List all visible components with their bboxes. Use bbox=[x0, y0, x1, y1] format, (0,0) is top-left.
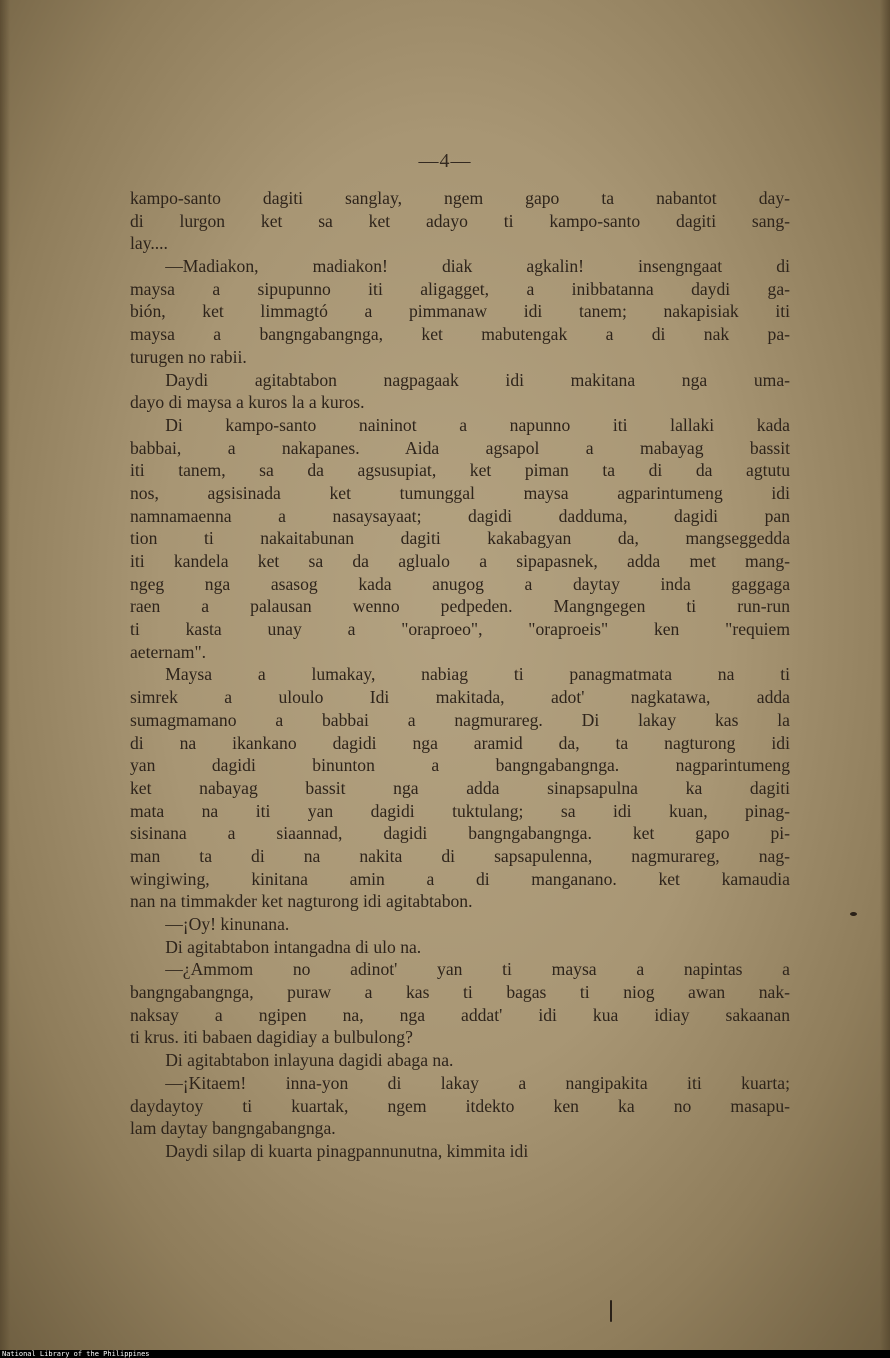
text-line: turugen no rabii. bbox=[130, 346, 247, 367]
text-line: nos, agsisinada ket tumunggal maysa agparintumeng idi bbox=[130, 482, 790, 503]
text-line: kampo-santo dagiti sanglay, ngem gapo ta nabantot day- bbox=[130, 188, 790, 208]
text-line: tion ti nakaitabunan dagiti kakabagyan da, mangseggedda bbox=[130, 528, 790, 549]
text-line: ngeg nga asasog kada anugog a daytay inda gaggaga bbox=[130, 573, 790, 594]
text-line: bangngabangnga, puraw a kas ti bagas ti niog awan nak- bbox=[130, 982, 790, 1003]
text-line: ti kasta unay a "oraproeo", "oraproeis" ken "requiem bbox=[130, 619, 790, 640]
text-line: lay.... bbox=[130, 233, 168, 254]
text-line: iti kandela ket sa da aglualo a sipapasnek, adda met mang- bbox=[130, 551, 790, 571]
text-line: simrek a uloulo Idi makitada, adot' nagkatawa, adda bbox=[130, 687, 790, 708]
text-line: Di agitabtabon inlayuna dagidi abaga na. bbox=[130, 1050, 454, 1071]
text-line: namnamaenna a nasaysayaat; dagidi dadduma, dagidi pan bbox=[130, 505, 790, 526]
text-line: Daydi silap di kuarta pinagpannunutna, kimmita idi bbox=[130, 1140, 529, 1161]
text-line: nan na timmakder ket nagturong idi agitabtabon. bbox=[130, 891, 473, 912]
page-number: —4— bbox=[418, 150, 472, 172]
text-line: Daydi agitabtabon nagpagaak idi makitana nga uma- bbox=[130, 369, 790, 390]
text-line: maysa a sipupunno iti aligagget, a inibbatanna daydi ga- bbox=[130, 278, 790, 299]
text-line: daydaytoy ti kuartak, ngem itdekto ken ka no masapu- bbox=[130, 1095, 790, 1116]
text-line: Di kampo-santo naininot a napunno iti lallaki kada bbox=[130, 414, 790, 435]
text-line: —¿Ammom no adinot' yan ti maysa a napintas a bbox=[130, 959, 790, 980]
text-line: —¡Kitaem! inna-yon di lakay a nangipakita iti kuarta; bbox=[130, 1072, 790, 1093]
text-line: sisinana a siaannad, dagidi bangngabangnga. ket gapo pi- bbox=[130, 823, 790, 844]
text-line: ti krus. iti babaen dagidiay a bulbulong? bbox=[130, 1027, 413, 1048]
text-line: —¡Oy! kinunana. bbox=[130, 914, 290, 934]
library-footer: National Library of the Philippines bbox=[0, 1350, 890, 1358]
text-line: —Madiakon, madiakon! diak agkalin! insengngaat di bbox=[130, 256, 790, 277]
text-line: sumagmamano a babbai a nagmurareg. Di lakay kas la bbox=[130, 709, 790, 730]
text-line: bión, ket limmagtó a pimmanaw idi tanem; nakapisiak iti bbox=[130, 301, 790, 322]
text-line: aeternam". bbox=[130, 641, 207, 662]
text-line: mata na iti yan dagidi tuktulang; sa idi kuan, pinag- bbox=[130, 800, 790, 821]
left-page-edge bbox=[0, 0, 10, 1350]
ink-speck bbox=[850, 912, 857, 916]
text-line: Di agitabtabon intangadna di ulo na. bbox=[130, 936, 422, 957]
text-line: di lurgon ket sa ket adayo ti kampo-santo dagiti sang- bbox=[130, 210, 790, 231]
text-line: naksay a ngipen na, nga addat' idi kua idiay sakaanan bbox=[130, 1004, 790, 1025]
text-line: lam daytay bangngabangnga. bbox=[130, 1118, 336, 1139]
text-line: Maysa a lumakay, nabiag ti panagmatmata na ti bbox=[130, 664, 790, 685]
text-line: man ta di na nakita di sapsapulenna, nagmurareg, nag- bbox=[130, 845, 790, 866]
text-line: dayo di maysa a kuros la a kuros. bbox=[130, 392, 365, 413]
ink-speck bbox=[610, 1300, 612, 1322]
text-line: di na ikankano dagidi nga aramid da, ta nagturong idi bbox=[130, 732, 790, 753]
text-line: maysa a bangngabangnga, ket mabutengak a di nak pa- bbox=[130, 324, 790, 345]
text-line: babbai, a nakapanes. Aida agsapol a mabayag bassit bbox=[130, 437, 790, 458]
text-line: yan dagidi binunton a bangngabangnga. nagparintumeng bbox=[130, 755, 790, 776]
right-page-edge bbox=[880, 0, 890, 1350]
text-line: iti tanem, sa da agsusupiat, ket piman ta di da agtutu bbox=[130, 460, 790, 481]
text-line: raen a palausan wenno pedpeden. Mangngegen ti run-run bbox=[130, 596, 790, 617]
text-line: wingiwing, kinitana amin a di manganano. ket kamaudia bbox=[130, 868, 790, 889]
text-line: ket nabayag bassit nga adda sinapsapulna ka dagiti bbox=[130, 777, 790, 798]
body-text bbox=[130, 187, 790, 1163]
